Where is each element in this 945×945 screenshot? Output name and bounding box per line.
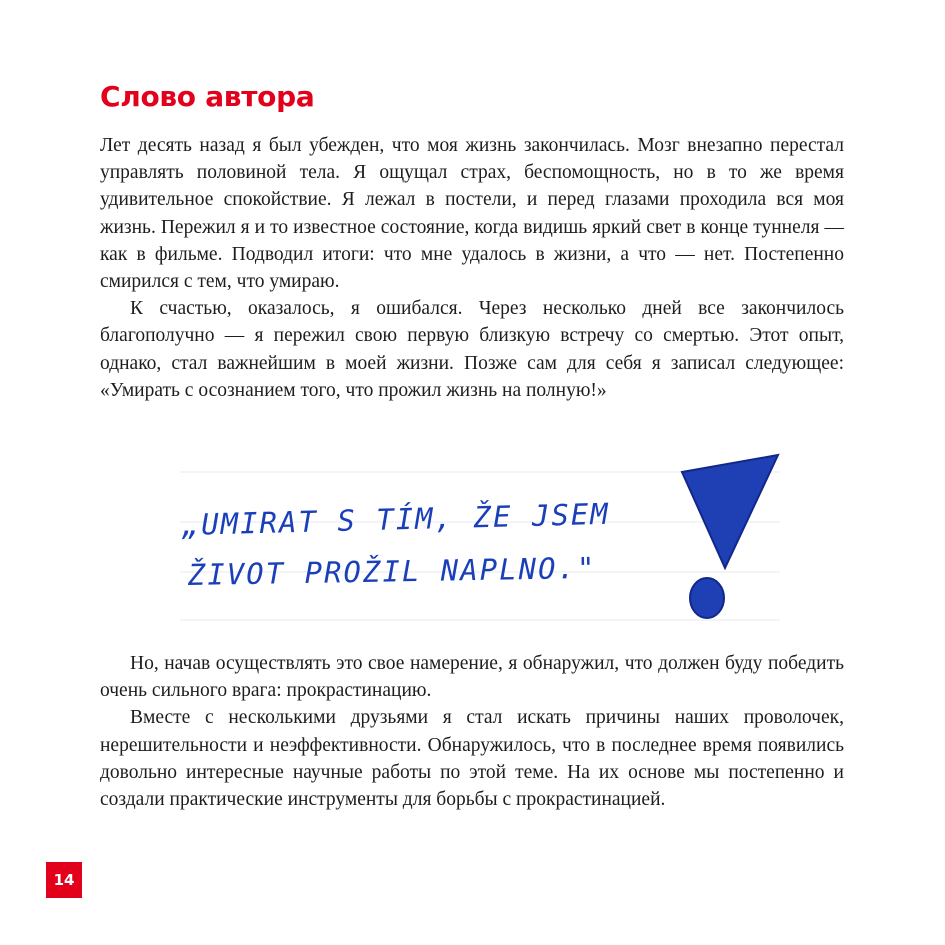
paragraph: Лет десять назад я был убежден, что моя жизнь закончилась. Мозг внезапно перестал управлять половиной тела. Я ощущал страх, беспомощность, но в то же время удивительное спокойствие. Я лежал в постели, и перед глазами проходила вся моя жизнь. Пережил я и то известное состояние, когда видишь яркий свет в конце туннеля — как в фильме. Подводил итоги: что мне удалось в жизни, а что — нет. Постепенно смирился с тем, что умираю. <box>100 135 844 293</box>
exclamation-mark-drawing <box>682 455 778 618</box>
handwritten-quote-image <box>180 450 800 630</box>
page-number-badge: 14 <box>46 862 82 898</box>
handwritten-line-1: „UMIRAT S TÍM, ŽE JSEM <box>181 496 611 542</box>
handwritten-text <box>180 497 610 592</box>
paragraph: Но, начав осуществлять это свое намерение, я обнаружил, что должен буду победить очень сильного врага: прокрастинацию. <box>100 653 844 702</box>
paragraph: Вместе с несколькими друзьями я стал искать причины наших проволочек, нерешительности и неэффективности. Обнаружилось, что в последнее время появились довольно интересные научные работы по этой теме. На их основе мы постепенно и создали практические инструменты для борьбы с прокрастинацией. <box>100 707 844 811</box>
text-block-intro <box>100 132 844 404</box>
page-title: Слово автора <box>100 80 315 113</box>
text-block-continuation <box>100 650 844 813</box>
handwritten-line-2: ŽIVOT PROŽIL NAPLNO." <box>187 550 597 592</box>
paragraph: К счастью, оказалось, я ошибался. Через несколько дней все закончилось благополучно — я пережил свою первую близкую встречу со смертью. Этот опыт, однако, стал важнейшим в моей жизни. Позже сам для себя я записал следующее: «Умирать с осознанием того, что прожил жизнь на полную!» <box>100 298 844 401</box>
